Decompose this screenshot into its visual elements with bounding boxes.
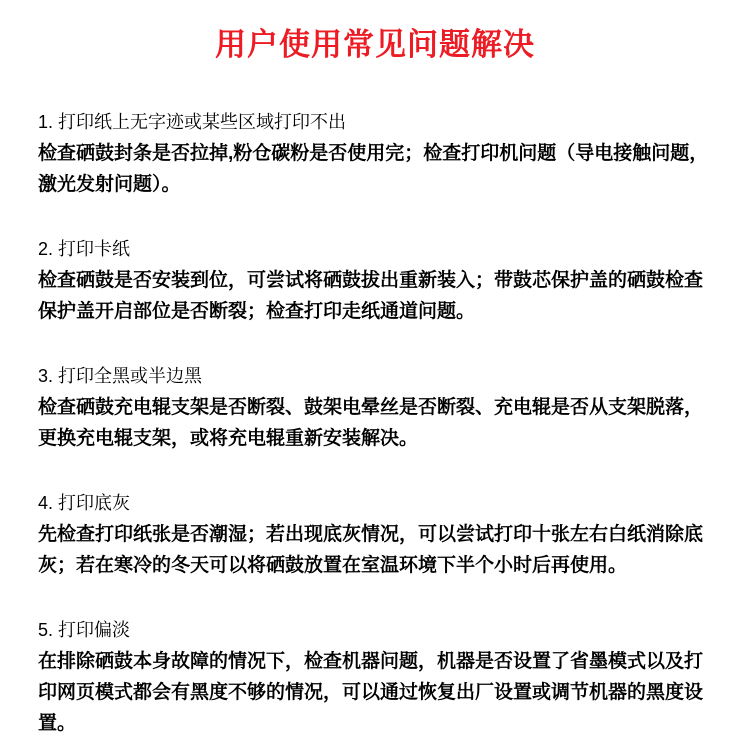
section-heading: 3. 打印全黑或半边黑 <box>38 366 203 386</box>
section-body: 先检查打印纸张是否潮湿；若出现底灰情况，可以尝试打印十张左右白纸消除底灰；若在寒冷的冬天可以将硒鼓放置在室温环境下半个小时后再使用。 <box>38 524 704 576</box>
section-body: 在排除硒鼓本身故障的情况下，检查机器问题，机器是否设置了省墨模式以及打印网页模式都会有黑度不够的情况，可以通过恢复出厂设置或调节机器的黑度设置。 <box>38 651 704 734</box>
faq-section-1 <box>38 107 712 200</box>
faq-section-3 <box>38 361 712 454</box>
section-heading: 5. 打印偏淡 <box>38 620 131 640</box>
faq-content <box>0 107 750 739</box>
section-body: 检查硒鼓是否安装到位，可尝试将硒鼓拔出重新装入；带鼓芯保护盖的硒鼓检查保护盖开启部位是否断裂；检查打印走纸通道问题。 <box>38 270 704 322</box>
section-heading: 4. 打印底灰 <box>38 493 131 513</box>
section-body: 检查硒鼓封条是否拉掉,粉仓碳粉是否使用完；检查打印机问题（导电接触问题，激光发射问题）。 <box>38 143 709 195</box>
faq-section-5 <box>38 615 712 739</box>
faq-section-2 <box>38 234 712 327</box>
section-heading: 1. 打印纸上无字迹或某些区域打印不出 <box>38 112 347 132</box>
section-heading: 2. 打印卡纸 <box>38 239 131 259</box>
page-title: 用户使用常见问题解决 <box>215 27 535 62</box>
faq-section-4 <box>38 488 712 581</box>
section-body: 检查硒鼓充电辊支架是否断裂、鼓架电晕丝是否断裂、充电辊是否从支架脱落，更换充电辊支架，或将充电辊重新安装解决。 <box>38 397 704 449</box>
